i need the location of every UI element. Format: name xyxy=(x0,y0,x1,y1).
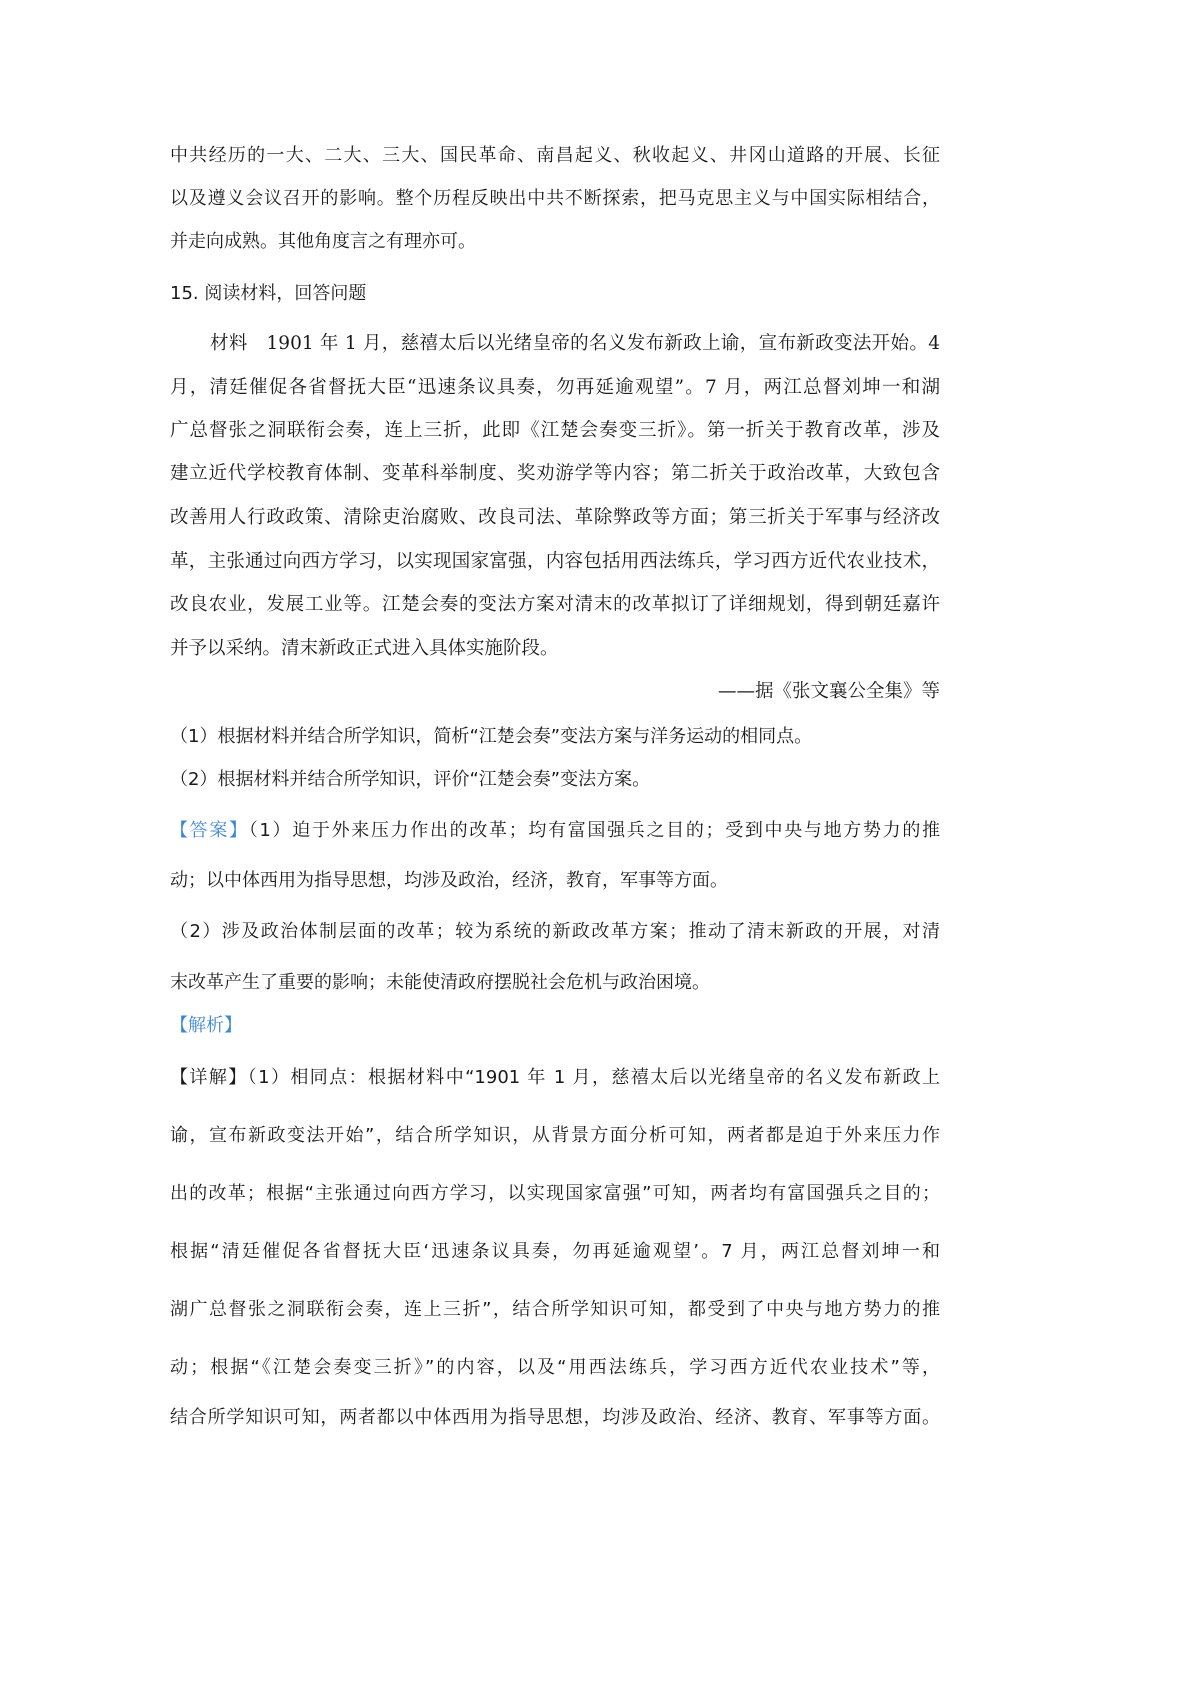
answer-line xyxy=(170,818,940,844)
detail-label: 【详解】 xyxy=(170,1067,248,1088)
material-line: 建立近代学校教育体制、变革科举制度、奖劝游学等内容；第二折关于政治改革，大致包含 xyxy=(170,463,940,484)
sub-question-2: （2）根据材料并结合所学知识，评价“江楚会奏”变法方案。 xyxy=(170,769,651,790)
material-line: 材料 1901 年 1 月，慈禧太后以光绪皇帝的名义发布新政上谕，宣布新政变法开始。4 xyxy=(210,333,940,354)
material-line: 月，清廷催促各省督抚大臣“迅速条议具奏，勿再延逾观望”。7 月，两江总督刘坤一和湖 xyxy=(170,377,940,398)
answer-line: 动；以中体西用为指导思想，均涉及政治，经济，教育，军事等方面。 xyxy=(170,870,728,891)
analysis-text: （1）相同点：根据材料中“1901 年 1 月，慈禧太后以光绪皇帝的名义发布新政上 xyxy=(247,1067,941,1088)
intro-line: 中共经历的一大、二大、三大、国民革命、南昌起义、秋收起义、井冈山道路的开展、长征 xyxy=(170,145,940,166)
analysis-label: 【解析】 xyxy=(170,1015,242,1036)
material-line: 改良农业，发展工业等。江楚会奏的变法方案对清末的改革拟订了详细规划，得到朝廷嘉许 xyxy=(170,594,940,615)
material-source: ——据《张文襄公全集》等 xyxy=(717,681,940,702)
analysis-line: 出的改革；根据“主张通过向西方学习，以实现国家富强”可知，两者均有富国强兵之目的； xyxy=(170,1183,940,1204)
analysis-line: 湖广总督张之洞联衔会奏，连上三折”，结合所学知识可知，都受到了中央与地方势力的推 xyxy=(170,1299,940,1320)
analysis-line: 结合所学知识可知，两者都以中体西用为指导思想，均涉及政治、经济、教育、军事等方面。 xyxy=(170,1407,940,1428)
answer-text: （1）迫于外来压力作出的改革；均有富国强兵之目的；受到中央与地方势力的推 xyxy=(248,820,941,841)
answer-line: 末改革产生了重要的影响；未能使清政府摆脱社会危机与政治困境。 xyxy=(170,972,710,993)
answer-label: 【答案】 xyxy=(170,820,249,841)
material-line: 并予以采纳。清末新政正式进入具体实施阶段。 xyxy=(170,638,559,659)
analysis-line xyxy=(170,1065,940,1091)
answer-line: （2）涉及政治体制层面的改革；较为系统的新政改革方案；推动了清末新政的开展，对清 xyxy=(170,921,940,942)
material-line: 广总督张之洞联衔会奏，连上三折，此即《江楚会奏变三折》。第一折关于教育改革，涉及 xyxy=(170,420,940,441)
intro-line: 以及遵义会议召开的影响。整个历程反映出中共不断探索，把马克思主义与中国实际相结合， xyxy=(170,188,940,209)
question-title: 15. 阅读材料，回答问题 xyxy=(170,283,367,304)
intro-line: 并走向成熟。其他角度言之有理亦可。 xyxy=(170,231,476,252)
analysis-line: 动；根据“《江楚会奏变三折》”的内容，以及“用西法练兵，学习西方近代农业技术”等， xyxy=(170,1357,940,1378)
analysis-line: 谕，宣布新政变法开始”，结合所学知识，从背景方面分析可知，两者都是迫于外来压力作 xyxy=(170,1125,940,1146)
material-line: 改善用人行政政策、清除吏治腐败、改良司法、革除弊政等方面；第三折关于军事与经济改 xyxy=(170,507,940,528)
sub-question-1: （1）根据材料并结合所学知识，简析“江楚会奏”变法方案与洋务运动的相同点。 xyxy=(170,726,813,747)
analysis-line: 根据“清廷催促各省督抚大臣‘迅速条议具奏，勿再延逾观望’。7 月，两江总督刘坤一和 xyxy=(170,1241,940,1262)
material-line: 革，主张通过向西方学习，以实现国家富强，内容包括用西法练兵，学习西方近代农业技术， xyxy=(170,551,940,572)
